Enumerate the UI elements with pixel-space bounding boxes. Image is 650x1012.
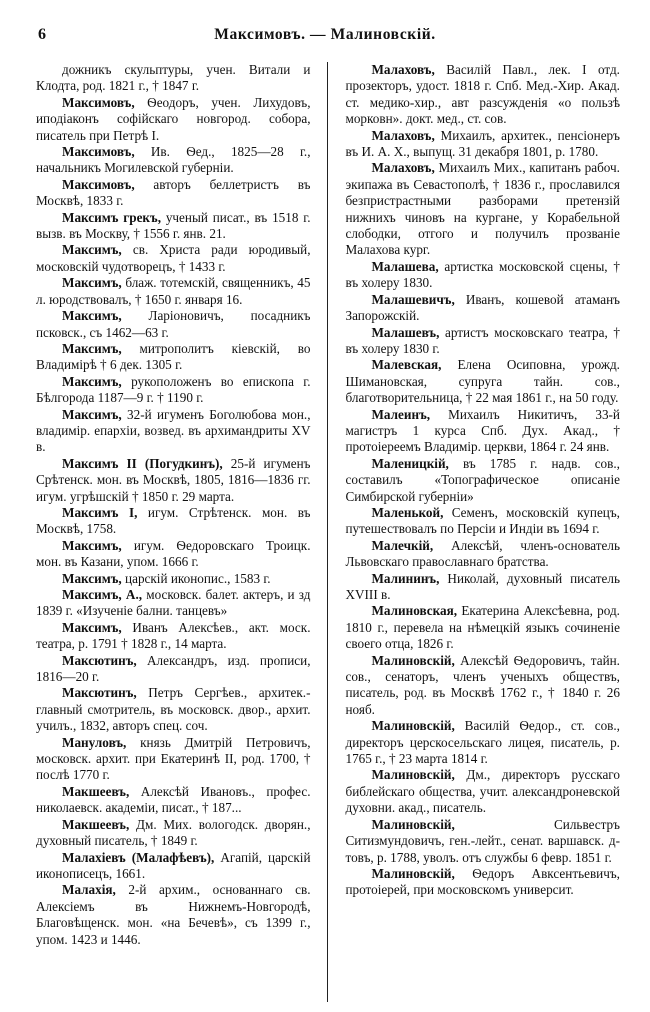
entry-headword: Малиновскій, [371, 865, 455, 881]
entry-body: авторъ беллетристъ въ Москвѣ, 1833 г. [36, 176, 311, 209]
dictionary-entry [345, 292, 620, 325]
dictionary-entry [36, 505, 311, 538]
entry-body: въ 1785 г. надв. сов., составилъ «Топографическое описаніе Симбирской губерніи» [345, 455, 620, 504]
dictionary-entry [36, 620, 311, 653]
entry-body: Василій Ѳедор., ст. сов., директоръ церскосельскаго лицея, писатель, р. 1765 г., † 23 марта 1814 г. [345, 718, 620, 767]
entry-body: Петръ Сергѣев., архитек.-главный смотритель, въ московск. двор., архит. училъ., 1832, авторъ спец. соч. [36, 685, 311, 734]
entry-body: Сильвестръ Ситизмундовичъ, ген.-лейт., сенат. варшавск. д-товъ, р. 1788, уволъ. отъ службы 6 февр. 1851 г. [345, 816, 620, 865]
dictionary-entry [36, 144, 311, 177]
entry-headword: Мануловъ, [62, 734, 127, 750]
entry-headword: Максимъ, [62, 340, 122, 356]
entry-headword: Максимовъ, [62, 144, 135, 160]
entry-headword: Малаховъ, [371, 62, 435, 77]
entry-body: Агапій, царскій иконописецъ, 1661. [36, 849, 311, 881]
entry-headword: Макшеевъ, [62, 783, 130, 799]
entry-body: 32-й игуменъ Боголюбова мон., владимір. епархіи, возвед. въ архимандриты XV в. [36, 406, 311, 455]
dictionary-entry [36, 407, 311, 456]
dictionary-entry [36, 308, 311, 341]
column-divider [327, 62, 328, 1002]
entry-headword: Малиновская, [371, 603, 458, 619]
entry-body: Иванъ Алексѣев., акт. моск. театра, р. 1791 † 1828 г., 14 марта. [36, 619, 311, 652]
entry-headword: Максимъ, А., [62, 587, 143, 602]
entry-body: Александръ, изд. прописи, 1816—20 г. [36, 652, 311, 685]
entry-body: игум. Стрѣтенск. мон. въ Москвѣ, 1758. [36, 504, 311, 537]
entry-body: митрополитъ кіевскій, во Владимірѣ † 6 дек. 1305 г. [36, 340, 311, 373]
entry-body: Михаилъ Мих., капитанъ рабоч. экипажа въ Севастополѣ, † 1836 г., прославился безпристрастными разборами претензій нижнихъ чиновъ на кургане, у Корабельной слободки, отгого и получилъ прозваніе Малахова кург. [345, 160, 620, 258]
entry-headword: Максимъ, [62, 242, 122, 258]
entry-body: св. Христа ради юродивый, московскій чудотворецъ, † 1433 г. [36, 242, 311, 274]
entry-headword: Максимъ, [62, 537, 122, 553]
entry-headword: Малиновскій, [371, 652, 455, 668]
dictionary-entry [345, 603, 620, 652]
dictionary-entry [345, 128, 620, 161]
entry-body: Екатерина Алексѣевна, род. 1810 г., перевела на нѣмецкій языкъ сочиненіе своего отца, 1826 г. [345, 603, 620, 652]
entry-body: Дм., директоръ русскаго библейскаго общества, учит. александроневской духовни. акад., писатель. [345, 767, 620, 816]
entry-body: Николай, духовный писатель XVIII в. [345, 570, 620, 602]
entry-body: Дм. Мих. вологодск. дворян., духовный писатель, † 1849 г. [36, 816, 311, 849]
page-number: 6 [38, 26, 47, 43]
entry-headword: Малашевичъ, [371, 291, 455, 307]
entry-body: царскій иконопис., 1583 г. [121, 570, 271, 586]
dictionary-entry [36, 850, 311, 883]
entry-body: Василій Павл., лек. I отд. прозекторъ, удост. 1818 г. Спб. Мед.-Хир. Акад. ст. медико-хир., авт разсужденія «о пользѣ морковн». докт. мед., ст. сов. [345, 62, 620, 127]
entry-headword: Маленицкій, [371, 455, 449, 471]
entry-body: Ив. Ѳед., 1825—28 г., начальникъ Могилевской губерніи. [36, 144, 311, 176]
dictionary-entry [36, 341, 311, 374]
entry-headword: Макшеевъ, [62, 816, 130, 832]
entry-headword: Максютинъ, [62, 652, 137, 668]
entry-body: игум. Ѳедоровскаго Троицк. мон. въ Казани, упом. 1666 г. [36, 537, 311, 570]
dictionary-entry [345, 866, 620, 899]
column-right [335, 62, 620, 1002]
column-left [36, 62, 321, 1002]
dictionary-entry [36, 177, 311, 210]
dictionary-entry [345, 505, 620, 538]
entry-body: московск. балет. актеръ, и зд 1839 г. «Изученіе бални. танцевъ» [36, 587, 311, 619]
dictionary-entry [345, 259, 620, 292]
entry-body: артистка московской сцены, † въ холеру 1830. [345, 258, 620, 291]
entry-body: Михаилъ, архитек., пенсіонеръ въ И. А. Х., выпущ. 31 декабря 1801, р. 1780. [345, 127, 620, 160]
dictionary-entry [36, 735, 311, 784]
entry-body: Ларіоновичъ, посадникъ псковск., съ 1462—63 г. [36, 308, 311, 340]
entry-body: дожникъ скульптуры, учен. Витали и Клодта, род. 1821 г., † 1847 г. [36, 62, 311, 94]
entry-headword: Максимовъ, [62, 94, 135, 110]
dictionary-entry [36, 571, 311, 587]
entry-body: Иванъ, кошевой атаманъ Запорожскій. [345, 291, 620, 324]
entry-headword: Малиновскій, [371, 816, 455, 832]
dictionary-entry [345, 325, 620, 358]
entry-headword: Малеинъ, [371, 406, 431, 422]
dictionary-entry [345, 767, 620, 816]
dictionary-entry [36, 817, 311, 850]
entry-body: блаж. тотемскій, священникъ, 45 л. юродствовалъ, † 1650 г. января 16. [36, 275, 311, 307]
entry-headword: Малаховъ, [371, 160, 435, 176]
entry-headword: Малахіевъ (Малафѣевъ), [62, 849, 215, 865]
entry-body: Семенъ, московскій купецъ, путешествовалъ по Персіи и Индіи въ 1694 г. [345, 504, 620, 537]
entry-body: Елена Осиповна, урожд. Шимановская, супруга тайн. сов., благотворительница, † 22 мая 1861 г., на 50 году. [345, 357, 620, 406]
entry-headword: Максимъ, [62, 619, 122, 635]
entry-body: Алексѣй, членъ-основатель Львовскаго православнаго братства. [345, 537, 620, 570]
dictionary-entry [345, 407, 620, 456]
dictionary-entry [36, 653, 311, 686]
entry-headword: Малахія, [62, 882, 116, 898]
dictionary-entry [36, 538, 311, 571]
dictionary-entry [345, 571, 620, 604]
entry-headword: Максимъ, [62, 373, 122, 389]
entry-headword: Малаховъ, [371, 127, 435, 143]
dictionary-entry [36, 374, 311, 407]
dictionary-entry [345, 817, 620, 866]
entry-headword: Максимъ, [62, 308, 122, 324]
dictionary-entry [36, 275, 311, 308]
entry-headword: Малининъ, [371, 570, 440, 586]
dictionary-entry [36, 882, 311, 948]
entry-body: рукоположенъ во епископа г. Бѣлгорода 1187—9 г. † 1190 г. [36, 373, 311, 406]
dictionary-entry [36, 685, 311, 734]
entry-headword: Максимъ грекъ, [62, 209, 162, 225]
dictionary-entry [36, 95, 311, 144]
entry-headword: Малиновскій, [371, 718, 455, 734]
dictionary-entry [345, 160, 620, 258]
entry-body: Михаилъ Никитичъ, 33-й магистръ 1 курса Спб. Дух. Акад., † протоіереемъ Владимір. церкви, 1864 г. 24 янв. [345, 406, 620, 455]
entry-body: Ѳедоръ Авксентьевичъ, протоіерей, при московскомъ университ. [345, 865, 620, 898]
entry-headword: Максимъ II (Погудкинъ), [62, 455, 223, 471]
dictionary-entry [36, 587, 311, 620]
dictionary-entry [36, 784, 311, 817]
entry-headword: Малевская, [371, 357, 442, 373]
entry-headword: Маленькой, [371, 504, 444, 520]
dictionary-entry [345, 653, 620, 719]
entry-body: князь Дмитрій Петровичъ, московск. архит. при Екатеринѣ II, род. 1700, † послѣ 1770 г. [36, 734, 311, 783]
text-columns [36, 62, 620, 1002]
entry-headword: Малашевъ, [371, 324, 440, 340]
entry-body: артистъ московскаго театра, † въ холеру 1830 г. [345, 324, 620, 356]
entry-headword: Малечкій, [371, 537, 434, 553]
dictionary-entry [345, 357, 620, 406]
entry-headword: Малиновскій, [371, 767, 455, 783]
entry-body: 25-й игуменъ Срѣтенск. мон. въ Москвѣ, 1805, 1816—1836 гг. игум. угрѣшскій † 1850 г. 29 марта. [36, 455, 311, 504]
entry-body: ученый писат., въ 1518 г. вызв. въ Москву, † 1556 г. янв. 21. [36, 209, 311, 242]
entry-headword: Максютинъ, [62, 685, 137, 701]
entry-headword: Максимъ I, [62, 504, 138, 520]
entry-headword: Максимъ, [62, 406, 122, 422]
dictionary-entry [36, 242, 311, 275]
dictionary-entry [36, 456, 311, 505]
entry-body: Алексѣй Ѳедоровичъ, тайн. сов., сенаторъ, членъ ученыхъ обществъ, писатель, род. въ Москвѣ 1762 г., † 1840 г. 26 нояб. [345, 652, 620, 717]
running-head: Максимовъ. — Малиновскій. [214, 26, 436, 43]
dictionary-entry [345, 62, 620, 128]
entry-headword: Малашева, [371, 258, 439, 274]
entry-body: 2-й архим., основаннаго св. Алексіемъ въ Нижнемъ-Новгородѣ, Благовѣщенск. мон. «на Бечевѣ», съ 1399 г., упом. 1423 и 1446. [36, 882, 311, 947]
entry-headword: Максимъ, [62, 275, 122, 291]
dictionary-entry [36, 62, 311, 95]
dictionary-entry [345, 538, 620, 571]
entry-body: Алексѣй Ивановъ., профес. николаевск. академіи, писат., † 187... [36, 783, 311, 816]
entry-headword: Максимовъ, [62, 176, 135, 192]
page-header [0, 0, 650, 46]
dictionary-entry [36, 210, 311, 243]
dictionary-entry [345, 456, 620, 505]
entry-headword: Максимъ, [62, 570, 122, 586]
entry-body: Ѳеодоръ, учен. Лихудовъ, иподіаконъ софійскаго новгород. собора, писатель при Петрѣ I. [36, 94, 311, 143]
dictionary-entry [345, 718, 620, 767]
